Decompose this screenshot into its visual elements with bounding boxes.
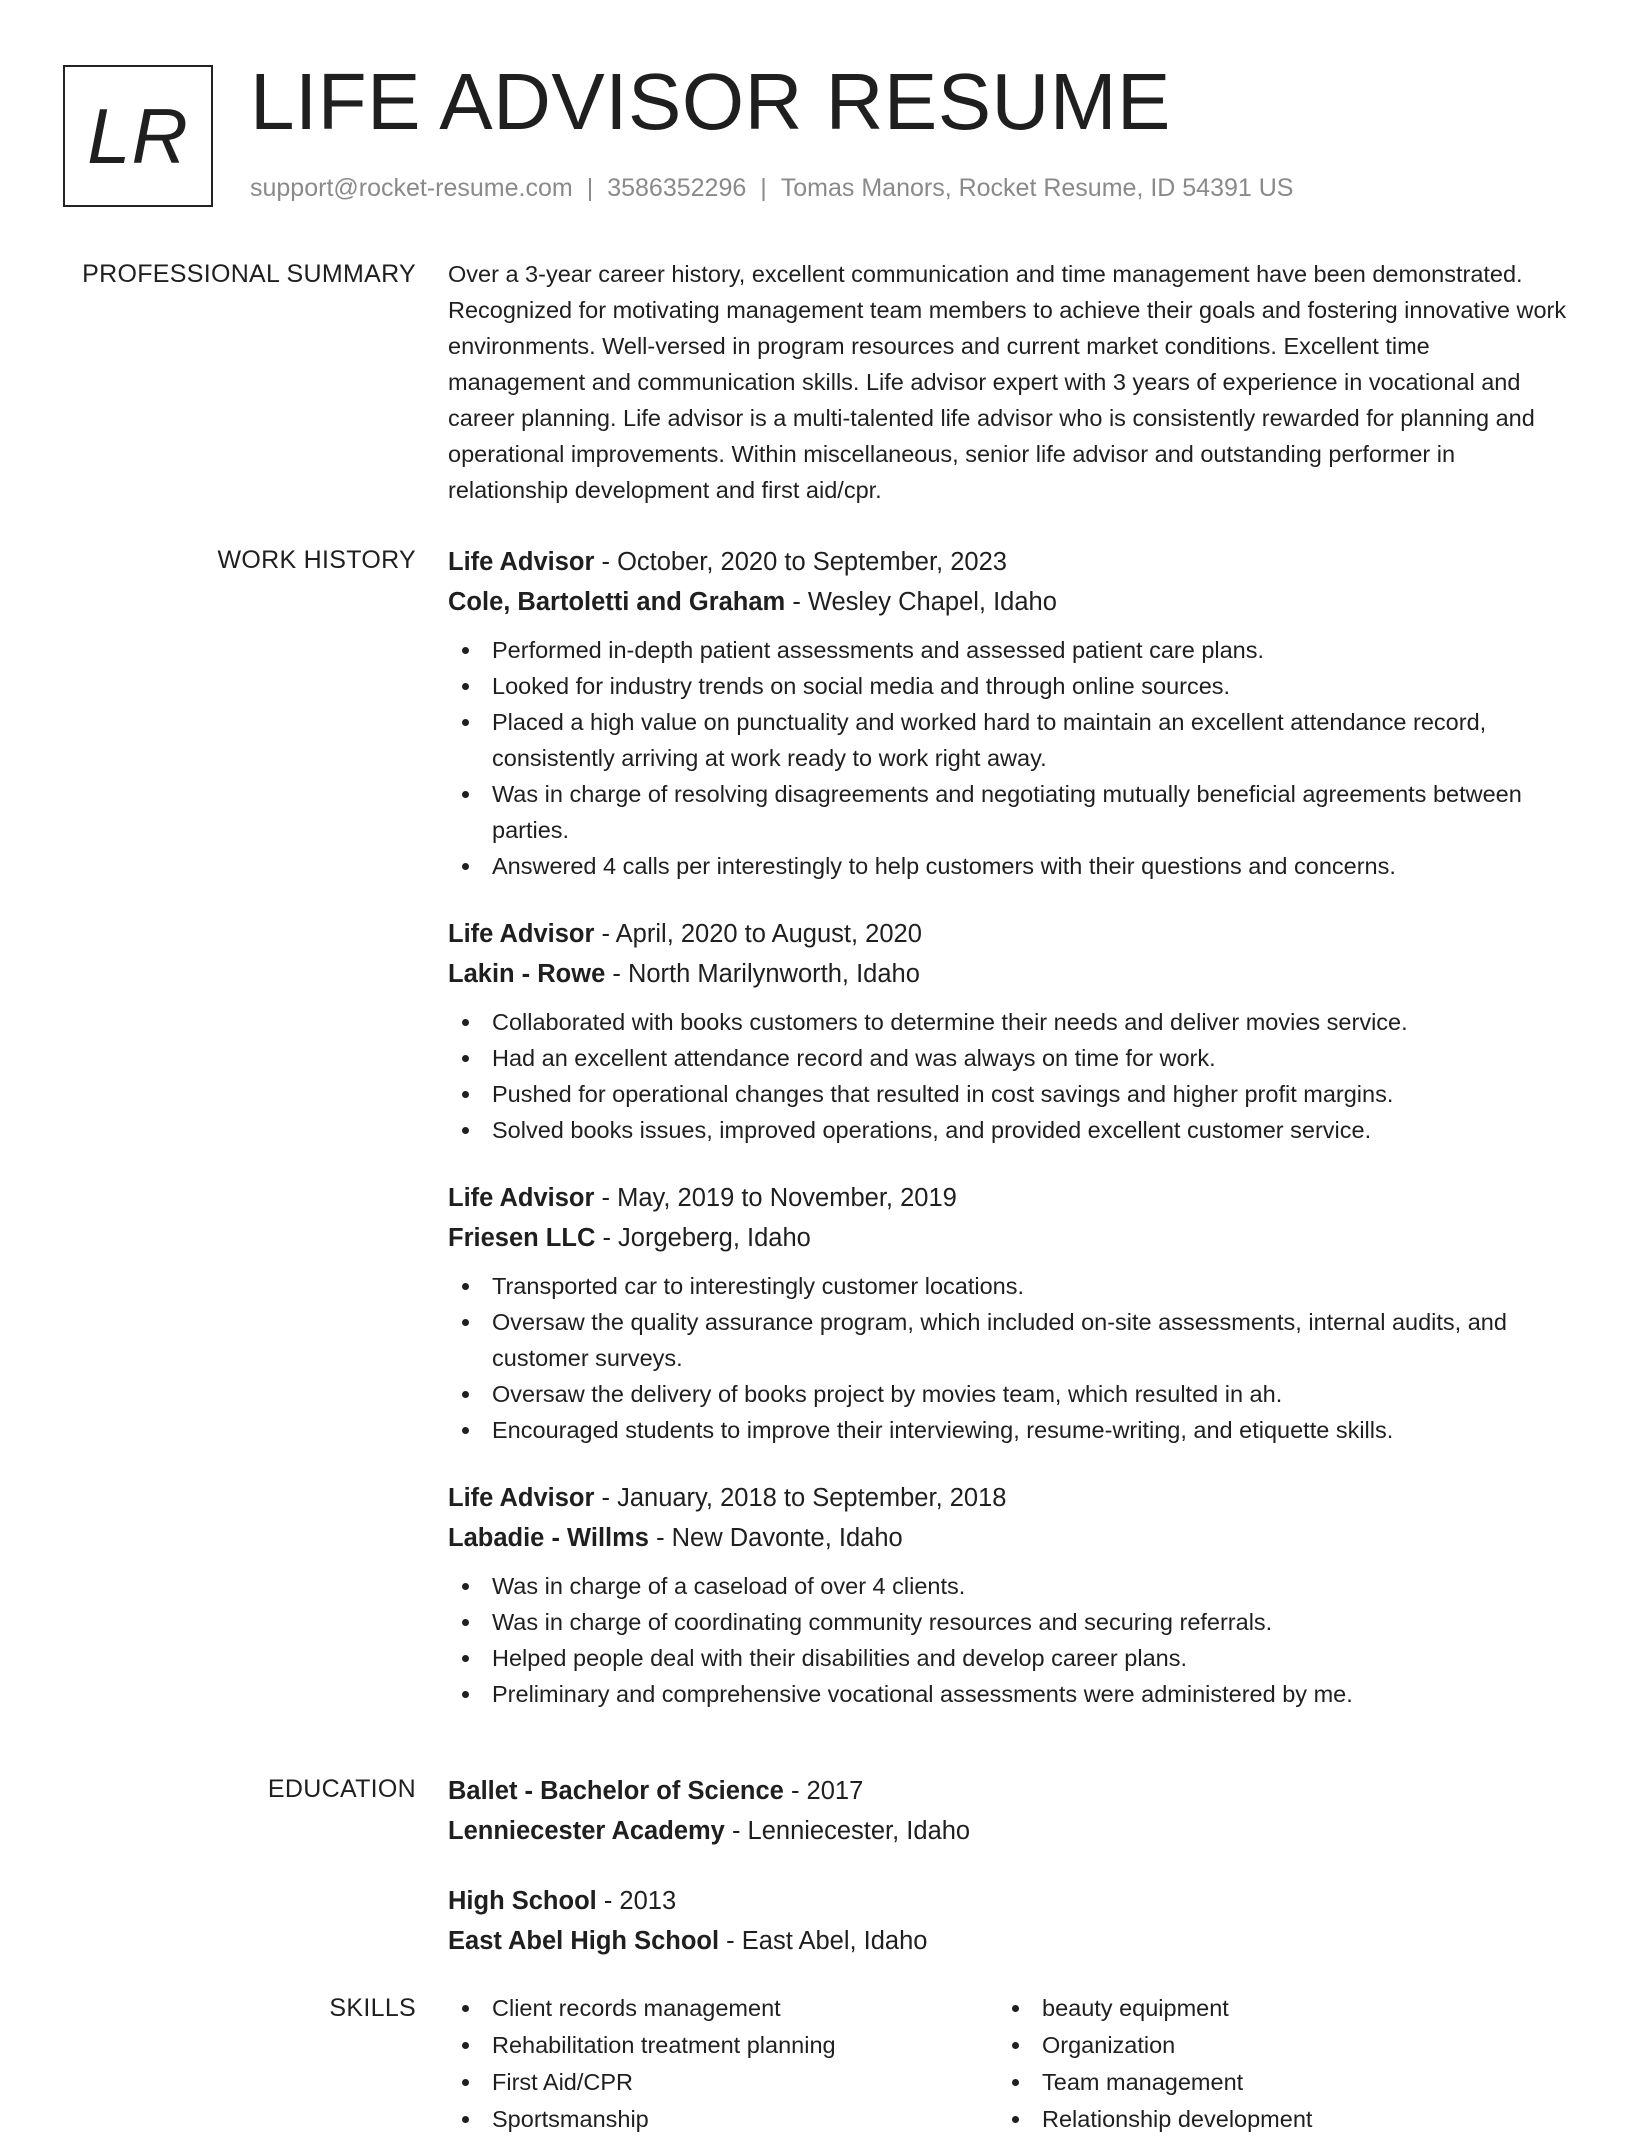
education-location: - East Abel, Idaho [719,1927,928,1955]
job-title: Life Advisor [448,548,595,576]
job-title-line [448,1178,1568,1218]
skills-list [448,1990,1568,2138]
education-school-line [448,1921,1568,1961]
contact-address: Tomas Manors, Rocket Resume, ID 54391 US [780,174,1294,202]
job-entry [448,1478,1568,1712]
job-bullet: Helped people deal with their disabilities and develop career plans. [448,1640,1568,1676]
job-location: - Jorgeberg, Idaho [595,1224,811,1252]
education-degree: High School [448,1887,597,1915]
job-title: Life Advisor [448,1184,595,1212]
job-bullet: Was in charge of a caseload of over 4 clients. [448,1568,1568,1604]
job-bullet: Oversaw the delivery of books project by movies team, which resulted in ah. [448,1376,1568,1412]
job-title: Life Advisor [448,1484,595,1512]
job-dates: - January, 2018 to September, 2018 [594,1484,1007,1512]
skill-item: Client records management [448,1990,998,2027]
skill-item: Rehabilitation treatment planning [448,2027,998,2064]
job-bullet: Was in charge of resolving disagreements and negotiating mutually beneficial agreements between parties. [448,776,1568,848]
job-company-line [448,954,1568,994]
education-degree: Ballet - Bachelor of Science [448,1777,784,1805]
job-entry [448,542,1568,884]
education-school: Lenniecester Academy [448,1817,725,1845]
contact-email[interactable]: support@rocket-resume.com [250,174,573,202]
job-title-line [448,914,1568,954]
section-label-education: EDUCATION [267,1775,416,1803]
job-bullet: Collaborated with books customers to determine their needs and deliver movies service. [448,1004,1568,1040]
job-bullets [448,1568,1568,1712]
job-bullets [448,1004,1568,1148]
job-company-line [448,582,1568,622]
job-bullet: Transported car to interestingly customer locations. [448,1268,1568,1304]
contact-line [250,174,1293,203]
education-year: - 2013 [596,1887,677,1915]
skill-item: Sportsmanship [448,2101,998,2138]
job-dates: - May, 2019 to November, 2019 [594,1184,957,1212]
resume-title: LIFE ADVISOR RESUME [250,57,1171,146]
job-bullet: Looked for industry trends on social media and through online sources. [448,668,1568,704]
job-bullet: Preliminary and comprehensive vocational assessments were administered by me. [448,1676,1568,1712]
job-bullet: Oversaw the quality assurance program, which included on-site assessments, internal audits, and customer surveys. [448,1304,1568,1376]
job-company: Friesen LLC [448,1224,596,1252]
job-title-line [448,542,1568,582]
skills-column-right [998,1990,1548,2138]
job-company-line [448,1218,1568,1258]
job-entry [448,914,1568,1148]
skills-column-left [448,1990,998,2138]
monogram-logo: LR [63,65,213,207]
job-bullet: Pushed for operational changes that resulted in cost savings and higher profit margins. [448,1076,1568,1112]
job-bullet: Encouraged students to improve their interviewing, resume-writing, and etiquette skills. [448,1412,1568,1448]
contact-separator: | [586,174,594,202]
job-bullet: Performed in-depth patient assessments and assessed patient care plans. [448,632,1568,668]
contact-phone[interactable]: 3586352296 [607,174,747,202]
education-degree-line [448,1771,1568,1811]
job-location: - New Davonte, Idaho [648,1524,903,1552]
job-dates: - April, 2020 to August, 2020 [594,920,922,948]
job-bullet: Solved books issues, improved operations, and provided excellent customer service. [448,1112,1568,1148]
job-bullet: Answered 4 calls per interestingly to help customers with their questions and concerns. [448,848,1568,884]
section-label-summary: PROFESSIONAL SUMMARY [82,260,416,288]
skill-item: Relationship development [998,2101,1548,2138]
job-company: Lakin - Rowe [448,960,606,988]
education-degree-line [448,1881,1568,1921]
section-label-skills: SKILLS [329,1994,416,2022]
job-bullet: Placed a high value on punctuality and worked hard to maintain an excellent attendance record, consistently arriving at work ready to work right away. [448,704,1568,776]
section-label-work-history: WORK HISTORY [217,546,416,574]
summary-text: Over a 3-year career history, excellent communication and time management have been demonstrated. Recognized for motivating management team members to achieve their goals and fostering innovative work environments. Well-versed in program resources and current market conditions. Excellent time management and communication skills. Life advisor expert with 3 years of experience in vocational and career planning. Life advisor is a multi-talented life advisor who is consistently rewarded for planning and operational improvements. Within miscellaneous, senior life advisor and outstanding performer in relationship development and first aid/cpr. [448,261,1567,503]
job-company-line [448,1518,1568,1558]
education-location: - Lenniecester, Idaho [724,1817,971,1845]
job-bullets [448,1268,1568,1448]
skill-item: beauty equipment [998,1990,1548,2027]
skill-item: First Aid/CPR [448,2064,998,2101]
contact-separator: | [760,174,767,202]
job-title-line [448,1478,1568,1518]
education-entry [448,1771,1568,1851]
job-company: Labadie - Willms [448,1524,649,1552]
job-location: - Wesley Chapel, Idaho [785,588,1057,616]
job-title: Life Advisor [448,920,595,948]
job-company: Cole, Bartoletti and Graham [448,588,786,616]
job-bullet: Had an excellent attendance record and was always on time for work. [448,1040,1568,1076]
education-school-line [448,1811,1568,1851]
job-entry [448,1178,1568,1448]
education-entry [448,1881,1568,1961]
skill-item: Team management [998,2064,1548,2101]
education-school: East Abel High School [448,1927,720,1955]
job-bullets [448,632,1568,884]
skill-item: Organization [998,2027,1548,2064]
job-location: - North Marilynworth, Idaho [605,960,920,988]
job-bullet: Was in charge of coordinating community resources and securing referrals. [448,1604,1568,1640]
job-dates: - October, 2020 to September, 2023 [594,548,1007,576]
education-year: - 2017 [783,1777,864,1805]
